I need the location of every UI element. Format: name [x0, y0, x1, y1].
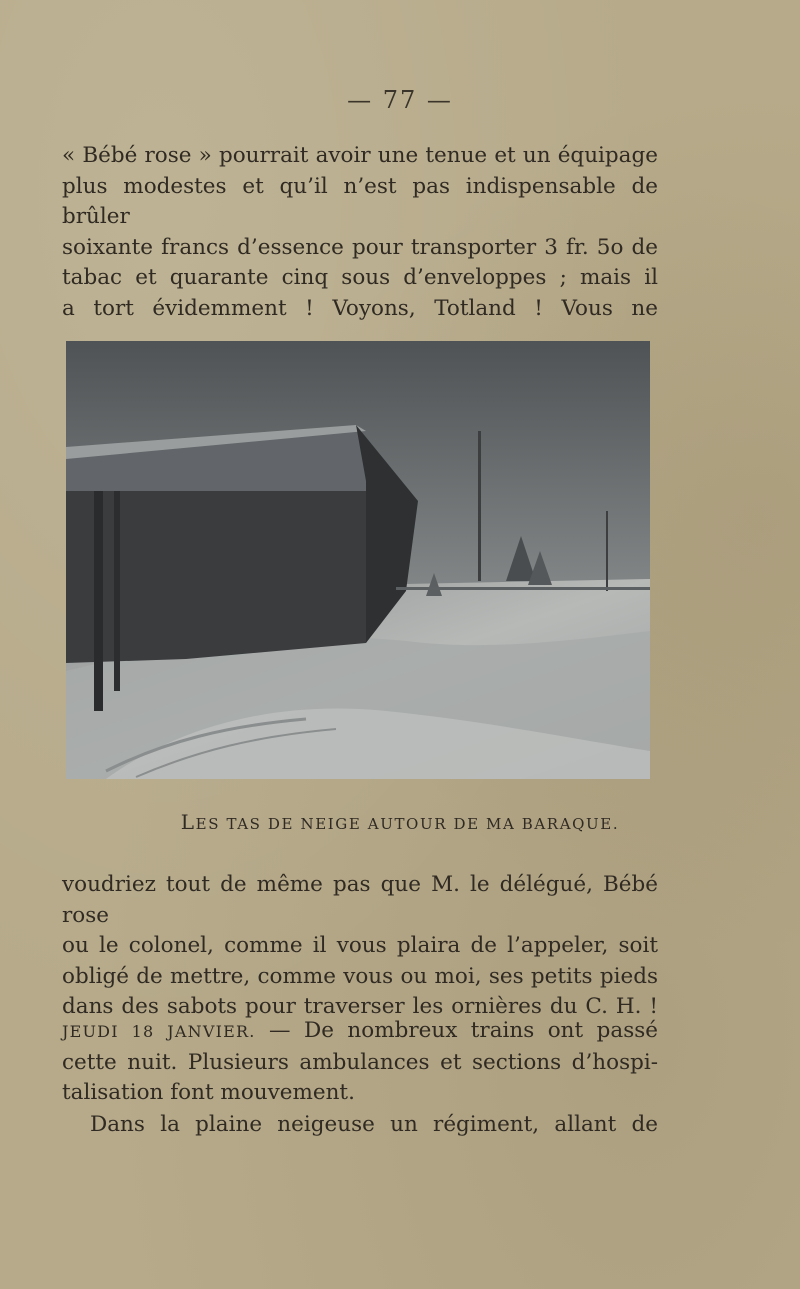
text-line: tabac et quarante cinq sous d’enveloppes ; mais il: [62, 265, 658, 290]
text-line: obligé de mettre, comme vous ou moi, ses petits pieds: [62, 963, 658, 989]
paragraph-date-entry: [62, 1016, 658, 1109]
paragraph-middle: [62, 870, 658, 1023]
text-line: Dans la plaine neigeuse un régiment, allant de: [90, 1112, 658, 1137]
text-line: talisation font mouvement.: [62, 1080, 355, 1105]
text-line: voudriez tout de même pas que M. le délégué, Bébé rose: [62, 872, 658, 928]
text-line: — De nombreux trains ont passé: [269, 1018, 658, 1043]
text-line: soixante francs d’essence pour transporter 3 fr. 5o de: [62, 234, 658, 260]
text-line: dans des sabots pour traverser les ornières du C. H. !: [62, 994, 658, 1019]
page-number: — 77 —: [347, 86, 453, 114]
paragraph-top: [62, 141, 658, 324]
photo-snow-heaps-barrack: [66, 341, 650, 779]
text-line: a tort évidemment ! Voyons, Totland ! Vous ne: [62, 295, 658, 321]
text-line: « Bébé rose » pourrait avoir une tenue et un équipage: [62, 143, 658, 168]
caption-text: ES TAS DE NEIGE AUTOUR DE MA BARAQUE.: [195, 815, 620, 833]
text-line: plus modestes et qu’il n’est pas indispensable de brûler: [62, 173, 658, 229]
paragraph-last: [90, 1110, 658, 1141]
figure-caption: [0, 810, 800, 834]
caption-initial: L: [180, 810, 196, 834]
entry-date: JEUDI 18 JANVIER.: [62, 1022, 256, 1041]
text-line: cette nuit. Plusieurs ambulances et sections d’hospi-: [62, 1049, 658, 1075]
text-line: ou le colonel, comme il vous plaira de l’appeler, soit: [62, 933, 658, 958]
